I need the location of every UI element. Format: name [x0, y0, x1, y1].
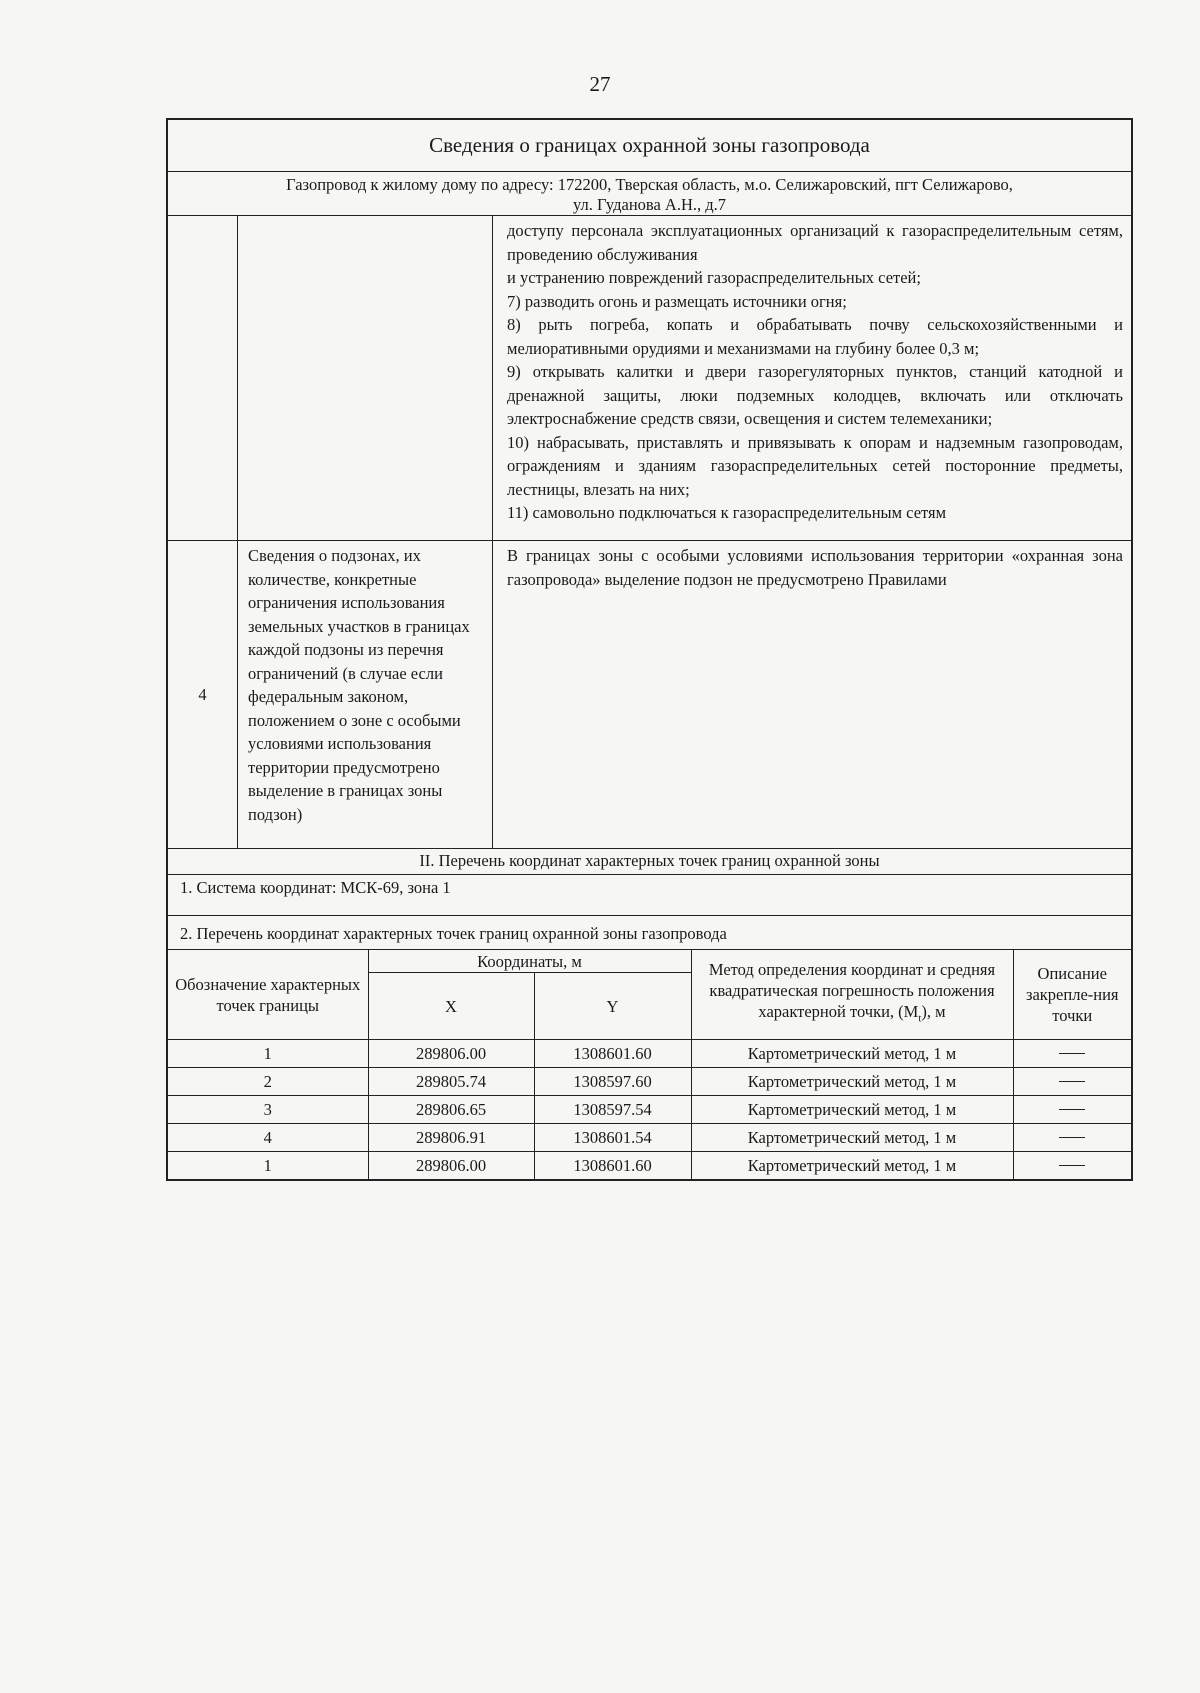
restrictions-text [493, 216, 1131, 540]
restriction-line: 10) набрасывать, приставлять и привязывать к опорам и надземным газопроводам, ограждениям и зданиям газораспределительных сетей посторонние предметы, лестницы, влезать на них; [507, 432, 1123, 499]
point-y: 1308601.54 [534, 1124, 691, 1152]
point-x: 289806.00 [368, 1152, 534, 1180]
point-y: 1308601.60 [534, 1040, 691, 1068]
header-coordinates: Координаты, м [368, 950, 691, 973]
dash-mark [1059, 1081, 1085, 1082]
header-method-subscript: t [918, 1012, 922, 1025]
point-description [1013, 1096, 1131, 1124]
point-method: Картометрический метод, 1 м [691, 1124, 1013, 1152]
table-row [168, 1124, 1131, 1152]
header-description: Описание закрепле-ния точки [1013, 950, 1131, 1040]
restriction-line: 7) разводить огонь и размещать источники огня; [507, 291, 847, 311]
point-description [1013, 1068, 1131, 1096]
points-list-title: 2. Перечень координат характерных точек границ охранной зоны газопровода [168, 916, 1131, 950]
dash-mark [1059, 1165, 1085, 1166]
coordinate-system: 1. Система координат: МСК-69, зона 1 [168, 875, 1131, 916]
section-title: II. Перечень координат характерных точек границ охранной зоны [168, 849, 1131, 875]
table-row [168, 1068, 1131, 1096]
dash-mark [1059, 1053, 1085, 1054]
point-number: 1 [168, 1040, 368, 1068]
point-method: Картометрический метод, 1 м [691, 1152, 1013, 1180]
point-number: 1 [168, 1152, 368, 1180]
point-description [1013, 1040, 1131, 1068]
subzones-row [168, 541, 1131, 849]
restriction-line: 11) самовольно подключаться к газораспределительным сетям [507, 503, 947, 522]
point-description [1013, 1124, 1131, 1152]
restrictions-continuation-row [168, 216, 1131, 541]
point-y: 1308597.54 [534, 1096, 691, 1124]
page-number: 27 [589, 72, 611, 96]
address-line-1: Газопровод к жилому дому по адресу: 172200, Тверская область, м.о. Селижаровский, пгт Селижарово, [286, 175, 1013, 194]
restriction-line: 8) рыть погреба, копать и обрабатывать почву сельскохозяйственными и мелиоративными орудиями и механизмами на глубину более 0,3 м; [507, 315, 1123, 358]
document-title: Сведения о границах охранной зоны газопровода [168, 120, 1131, 172]
dash-mark [1059, 1109, 1085, 1110]
restriction-line: и устранению повреждений газораспределительных сетей; [507, 268, 921, 287]
subzones-text [493, 541, 1131, 848]
point-x: 289806.65 [368, 1096, 534, 1124]
row-number-cell: 4 [168, 541, 238, 848]
coordinates-table-wrap [168, 950, 1131, 1179]
restriction-line: 9) открывать калитки и двери газорегуляторных пунктов, станций катодной и дренажной защиты, люки подземных колодцев, включать или отключать электроснабжение средств связи, освещения и систем телемеханики; [507, 362, 1123, 428]
document-table [166, 118, 1133, 1181]
address-block [168, 172, 1131, 216]
header-y: Y [534, 973, 691, 1040]
point-y: 1308601.60 [534, 1152, 691, 1180]
point-method: Картометрический метод, 1 м [691, 1040, 1013, 1068]
point-method: Картометрический метод, 1 м [691, 1096, 1013, 1124]
subzones-description: В границах зоны с особыми условиями использования территории «охранная зона газопровода» выделение подзон не предусмотрено Правилами [507, 546, 1123, 589]
table-row [168, 1096, 1131, 1124]
point-y: 1308597.60 [534, 1068, 691, 1096]
point-method: Картометрический метод, 1 м [691, 1068, 1013, 1096]
subzones-label: Сведения о подзонах, их количестве, конкретные ограничения использования земельных участков в границах каждой подзоны из перечня ограничений (в случае если федеральным законом, положением о зоне с особыми условиями использования территории предусмотрено выделение в границах зоны подзон) [238, 541, 493, 848]
point-number: 3 [168, 1096, 368, 1124]
header-method: Метод определения координат и средняя квадратическая погрешность положения характерной точки, $(M_t)$, м [691, 950, 1013, 1040]
row-number-cell [168, 216, 238, 540]
header-x: X [368, 973, 534, 1040]
point-number: 4 [168, 1124, 368, 1152]
coordinates-table [168, 950, 1131, 1179]
point-number: 2 [168, 1068, 368, 1096]
dash-mark [1059, 1137, 1085, 1138]
address-line-2: ул. Гуданова А.Н., д.7 [572, 195, 727, 214]
point-x: 289805.74 [368, 1068, 534, 1096]
table-row [168, 1040, 1131, 1068]
point-x: 289806.91 [368, 1124, 534, 1152]
point-x: 289806.00 [368, 1040, 534, 1068]
restriction-line: доступу персонала эксплуатационных организаций к газораспределительным сетям, проведению обслуживания [507, 221, 1123, 264]
header-designation: Обозначение характерных точек границы [168, 950, 368, 1040]
point-description [1013, 1152, 1131, 1180]
row-name-cell [238, 216, 493, 540]
table-row [168, 1152, 1131, 1180]
